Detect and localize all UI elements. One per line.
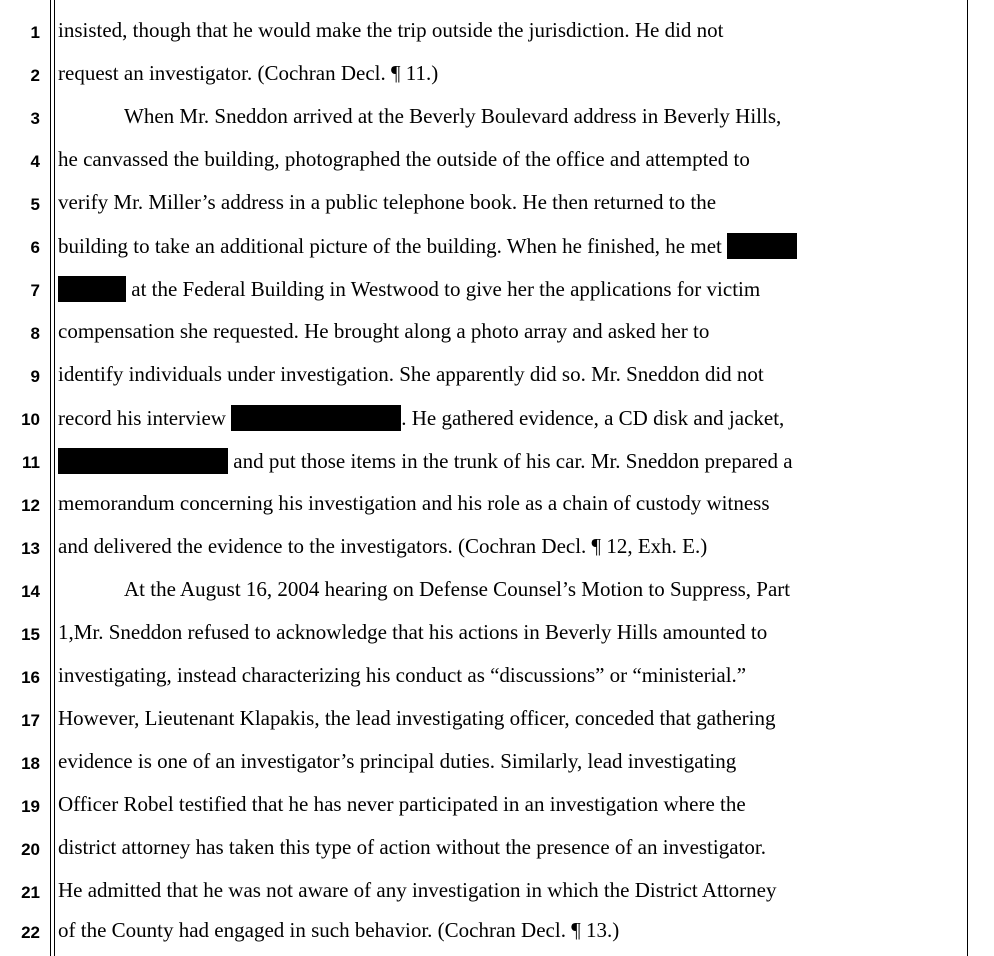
line-number: 6: [30, 238, 40, 257]
line-number: 16: [21, 668, 40, 687]
pleading-line: [0, 270, 994, 313]
redaction-block: [727, 233, 797, 259]
line-text: insisted, though that he would make the trip outside the jurisdiction. He did not: [58, 18, 724, 42]
line-number: 11: [22, 453, 40, 472]
line-number: 10: [21, 410, 40, 429]
redaction-block: [58, 276, 126, 302]
line-number: 3: [30, 109, 40, 128]
pleading-line: [0, 141, 994, 184]
line-number: 4: [30, 152, 40, 171]
line-number: 7: [30, 281, 40, 300]
pleading-line: [0, 485, 994, 528]
line-text: building to take an additional picture of the building. When he finished, he met: [58, 234, 722, 258]
line-number: 8: [30, 324, 40, 343]
line-number: 15: [21, 625, 40, 644]
line-text: . He gathered evidence, a CD disk and jacket,: [401, 406, 785, 430]
line-text-wrap: [58, 233, 797, 259]
line-text: He admitted that he was not aware of any investigation in which the District Attorney: [58, 878, 777, 902]
line-text: district attorney has taken this type of action without the presence of an investigator.: [58, 835, 766, 859]
line-text: Officer Robel testified that he has never participated in an investigation where the: [58, 792, 746, 816]
pleading-line: [0, 184, 994, 227]
pleading-line: [0, 786, 994, 829]
redaction-block: [231, 405, 401, 431]
pleading-line: [0, 55, 994, 98]
line-number: 2: [30, 66, 40, 85]
line-number: 1: [30, 23, 40, 42]
pleading-line: [0, 12, 994, 55]
line-number: 20: [21, 840, 40, 859]
line-number: 22: [21, 923, 40, 942]
line-number: 19: [21, 797, 40, 816]
line-number: 12: [21, 496, 40, 515]
line-text: he canvassed the building, photographed the outside of the office and attempted to: [58, 147, 750, 171]
line-number: 13: [21, 539, 40, 558]
line-text: 1,Mr. Sneddon refused to acknowledge that his actions in Beverly Hills amounted to: [58, 620, 768, 644]
line-text: However, Lieutenant Klapakis, the lead investigating officer, conceded that gathering: [58, 706, 776, 730]
pleading-line: [0, 356, 994, 399]
line-text: investigating, instead characterizing his conduct as “discussions” or “ministerial.”: [58, 663, 747, 687]
pleading-line: [0, 829, 994, 872]
line-text: memorandum concerning his investigation and his role as a chain of custody witness: [58, 491, 770, 515]
pleading-line: [0, 872, 994, 915]
line-text: of the County had engaged in such behavior. (Cochran Decl. ¶ 13.): [58, 918, 620, 942]
pleading-line: [0, 743, 994, 786]
line-text-wrap: [58, 276, 760, 302]
line-text: record his interview: [58, 406, 226, 430]
line-number: 17: [21, 711, 40, 730]
pleading-line: [0, 657, 994, 700]
pleading-line: [0, 912, 994, 955]
line-text: compensation she requested. He brought along a photo array and asked her to: [58, 319, 710, 343]
pleading-line: [0, 528, 994, 571]
line-number: 14: [21, 582, 40, 601]
pleading-line: [0, 399, 994, 442]
line-number: 5: [30, 195, 40, 214]
line-text: evidence is one of an investigator’s principal duties. Similarly, lead investigating: [58, 749, 737, 773]
pleading-line: [0, 571, 994, 614]
line-text: at the Federal Building in Westwood to give her the applications for victim: [131, 277, 761, 301]
line-text: request an investigator. (Cochran Decl. ¶ 11.): [58, 61, 439, 85]
line-text: At the August 16, 2004 hearing on Defense Counsel’s Motion to Suppress, Part: [124, 577, 791, 601]
line-number: 18: [21, 754, 40, 773]
pleading-line: [0, 313, 994, 356]
line-number: 9: [30, 367, 40, 386]
line-text: When Mr. Sneddon arrived at the Beverly Boulevard address in Beverly Hills,: [124, 104, 782, 128]
pleading-line: [0, 227, 994, 270]
line-text-wrap: [58, 448, 793, 474]
pleading-line: [0, 700, 994, 743]
line-text: verify Mr. Miller’s address in a public telephone book. He then returned to the: [58, 190, 717, 214]
redaction-block: [58, 448, 228, 474]
pleading-line: [0, 98, 994, 141]
line-text: and put those items in the trunk of his car. Mr. Sneddon prepared a: [233, 449, 793, 473]
line-text-wrap: [58, 405, 784, 431]
line-number: 21: [21, 883, 40, 902]
line-text: and delivered the evidence to the investigators. (Cochran Decl. ¶ 12, Exh. E.): [58, 534, 708, 558]
pleading-line: [0, 442, 994, 485]
pleading-line: [0, 614, 994, 657]
line-text: identify individuals under investigation. She apparently did so. Mr. Sneddon did not: [58, 362, 764, 386]
